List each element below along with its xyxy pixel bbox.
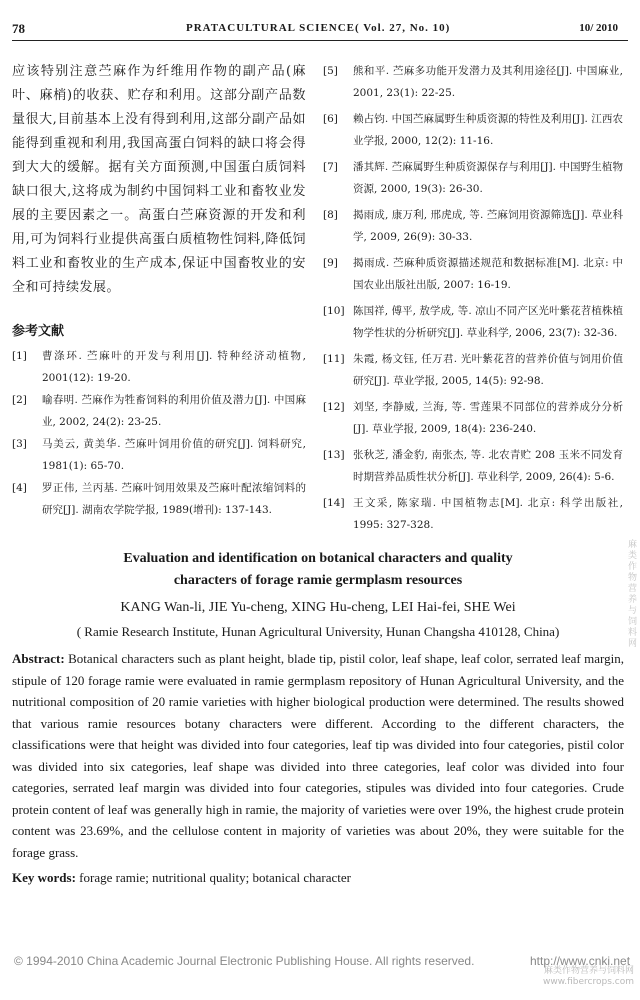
- journal-name: PRATACULTURAL SCIENCE( Vol. 27, No. 10): [186, 22, 451, 34]
- abstract-text: Botanical characters such as plant height, blade tip, pistil color, leaf shape, leaf color, serrated leaf margin, stipule of 120 forage ramie were evaluated in ramie germplasm repository of Hunan Agricultural University, and the nutritional composition of 20 ramie varieties with higher biological production were determined. The results showed that various ramie resources botany characters were different. According to the different characters, the classifications were that height was divided into four categories, leaf tip was divided into four categories, pistil color was divided into six categories, leaf shape was divided into three categories, leaf color was divided into four categories, serrated leaf margin was divided into four categories, stipules was divided into four categories. Crude protein content of leaf was generally high in ramie, the majority of varieties were over 19%, the highest crude protein content was 23.69%, and the cellulose content in majority of varieties was about 20%, they were suitable for the forage grass.: [12, 651, 624, 860]
- reference-item: [12, 389, 306, 433]
- reference-text: 赖占钧. 中国苎麻属野生种质资源的特性及利用[J]. 江西农业学报, 2000, 12(2): 11-16.: [353, 113, 623, 147]
- reference-item: [12, 433, 306, 477]
- right-column: [323, 60, 623, 540]
- reference-text: 揭雨成. 苎麻种质资源描述规范和数据标准[M]. 北京: 中国农业出版社出版, 2007: 16-19.: [353, 257, 623, 291]
- footer-url[interactable]: http://www.cnki.net: [530, 954, 631, 968]
- reference-text: 曹涤环. 苎麻叶的开发与利用[J]. 特种经济动植物, 2001(12): 19-20.: [42, 350, 306, 384]
- reference-item: [323, 156, 623, 200]
- keywords-label: Key words:: [12, 870, 76, 885]
- reference-item: [323, 348, 623, 392]
- issue-date: 10/ 2010: [579, 22, 618, 34]
- reference-number: [11]: [323, 353, 345, 365]
- reference-text: 潘其辉. 苎麻属野生种质资源保存与利用[J]. 中国野生植物资源, 2000, 19(3): 26-30.: [353, 161, 623, 195]
- site-watermark: [484, 966, 634, 988]
- reference-number: [14]: [323, 497, 345, 509]
- reference-text: 陈国祥, 傅平, 敖学成, 等. 凉山不同产区光叶紫花苕植株植物学性状的分析研究[J]. 草业科学, 2006, 23(7): 32-36.: [353, 305, 623, 339]
- reference-text: 揭雨成, 康万利, 邢虎成, 等. 苎麻饲用资源筛选[J]. 草业科学, 2009, 26(9): 30-33.: [353, 209, 623, 243]
- reference-number: [8]: [323, 209, 338, 221]
- body-paragraph: 应该特别注意苎麻作为纤维用作物的副产品(麻叶、麻梢)的收获、贮存和利用。这部分副产品数量很大,目前基本上没有得到利用,这部分副产品如能得到重视和利用,我国高蛋白饲料的缺口将会得到大大的缓解。据有关方面预测,中国蛋白质饲料缺口很大,这将成为制约中国饲料工业和畜牧业发展的主要因素之一。高蛋白苎麻资源的开发和利用,可为饲料行业提供高蛋白质植物性饲料,降低饲料工业和畜牧业的生产成本,保证中国畜牧业的安全和可持续发展。: [12, 64, 306, 295]
- copyright-text: © 1994-2010 China Academic Journal Electronic Publishing House. All rights reserved.: [14, 954, 475, 968]
- reference-item: [323, 252, 623, 296]
- page-number: 78: [12, 21, 25, 36]
- reference-number: [2]: [12, 394, 27, 406]
- reference-text: 张秋芝, 潘金豹, 南张杰, 等. 北农青贮 208 玉米不同发育时期营养品质性状分析[J]. 草业科学, 2009, 26(4): 5-6.: [353, 449, 623, 483]
- page-header: [12, 18, 628, 40]
- reference-item: [12, 345, 306, 389]
- reference-text: 熊和平. 苎麻多功能开发潜力及其利用途径[J]. 中国麻业, 2001, 23(1): 22-25.: [353, 65, 623, 99]
- side-watermark: 麻类作物营养与饲料网: [628, 540, 638, 649]
- left-column: [12, 60, 306, 521]
- reference-item: [323, 396, 623, 440]
- reference-item: [323, 492, 623, 536]
- reference-number: [12]: [323, 401, 345, 413]
- english-affiliation: ( Ramie Research Institute, Hunan Agricultural University, Hunan Changsha 410128, China): [76, 624, 560, 639]
- reference-number: [9]: [323, 257, 338, 269]
- english-abstract-section: [12, 548, 624, 889]
- english-title: [12, 548, 624, 592]
- reference-number: [6]: [323, 113, 338, 125]
- reference-item: [323, 444, 623, 488]
- reference-number: [7]: [323, 161, 338, 173]
- references-heading: 参考文献: [12, 324, 65, 339]
- reference-number: [1]: [12, 350, 27, 362]
- reference-text: 罗正伟, 兰丙基. 苎麻叶饲用效果及苎麻叶配浓缩饲料的研究[J]. 湖南农学院学报, 1989(增刊): 137-143.: [42, 482, 306, 516]
- reference-number: [13]: [323, 449, 345, 461]
- english-abstract: [12, 648, 624, 863]
- reference-number: [3]: [12, 438, 27, 450]
- reference-text: 刘坚, 李静威, 兰海, 等. 雪莲果不同部位的营养成分分析[J]. 草业学报, 2009, 18(4): 236-240.: [353, 401, 623, 435]
- watermark-line: 麻类作物营养与饲料网: [543, 966, 634, 976]
- header-rule: [12, 40, 628, 41]
- reference-item: [12, 477, 306, 521]
- page-footer: [14, 954, 631, 968]
- reference-item: [323, 300, 623, 344]
- reference-number: [5]: [323, 65, 338, 77]
- english-title-line: characters of forage ramie germplasm resources: [173, 573, 463, 588]
- reference-item: [323, 204, 623, 248]
- reference-item: [323, 108, 623, 152]
- english-keywords: [12, 867, 624, 889]
- watermark-line: www.fibercrops.com: [543, 977, 634, 987]
- reference-number: [4]: [12, 482, 27, 494]
- keywords-text: forage ramie; nutritional quality; botanical character: [79, 870, 351, 885]
- english-authors: KANG Wan-li, JIE Yu-cheng, XING Hu-cheng, LEI Hai-fei, SHE Wei: [120, 600, 516, 615]
- reference-text: 朱霞, 杨文钰, 任万君. 光叶紫花苕的营养价值与饲用价值研究[J]. 草业学报, 2005, 14(5): 92-98.: [353, 353, 623, 387]
- reference-text: 马美云, 黄美华. 苎麻叶饲用价值的研究[J]. 饲料研究, 1981(1): 65-70.: [42, 438, 306, 472]
- reference-text: 王文采, 陈家瑞. 中国植物志[M]. 北京: 科学出版社, 1995: 327-328.: [353, 497, 623, 531]
- reference-item: [323, 60, 623, 104]
- reference-text: 喻春明. 苎麻作为牲畜饲料的利用价值及潜力[J]. 中国麻业, 2002, 24(2): 23-25.: [42, 394, 306, 428]
- reference-number: [10]: [323, 305, 345, 317]
- english-title-line: Evaluation and identification on botanical characters and quality: [123, 551, 513, 566]
- abstract-label: Abstract:: [12, 651, 65, 666]
